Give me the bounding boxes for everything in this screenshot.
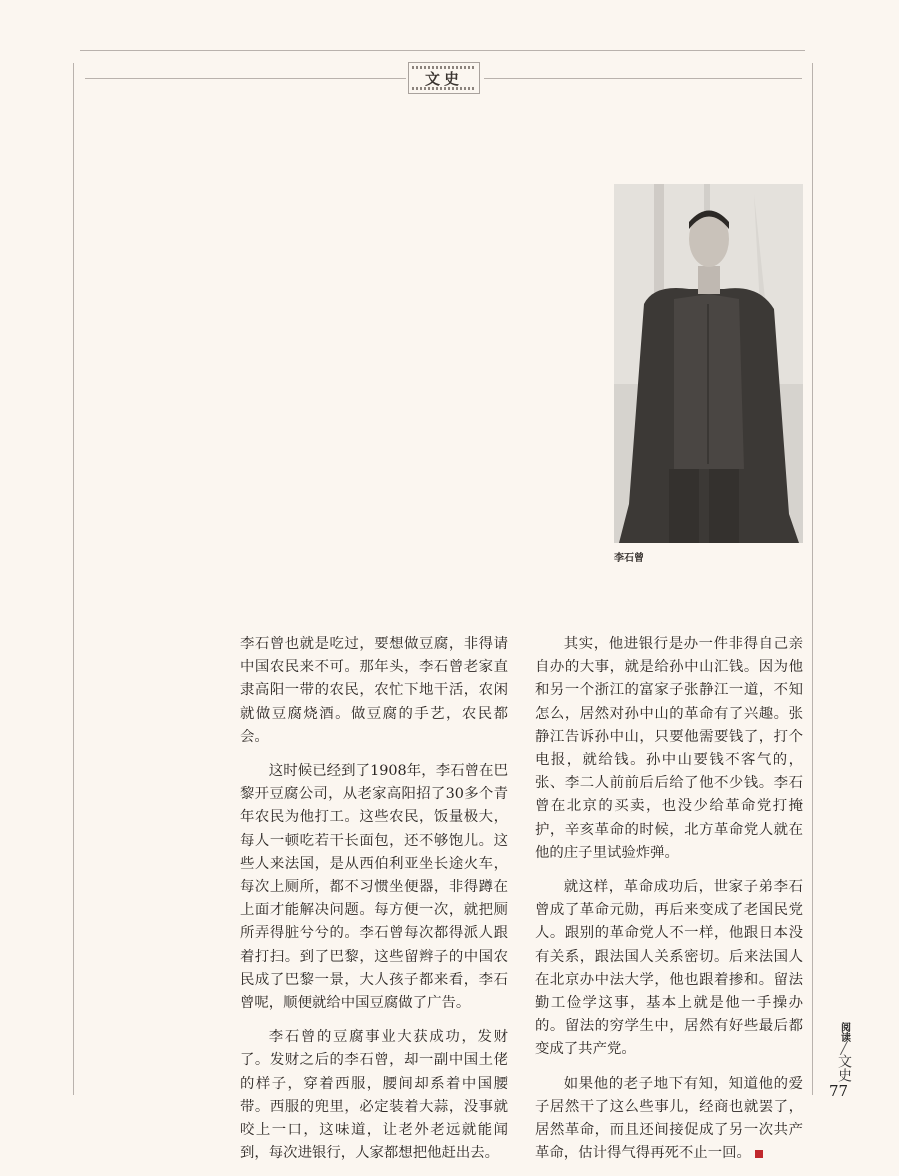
photo-caption: 李石曾 (614, 553, 644, 564)
paragraph: 就这样，革命成功后，世家子弟李石曾成了革命元勋，再后来变成了老国民党人。跟别的革命党人不一样，他跟日本没有关系，跟法国人关系密切。后来法国人在北京办中法大学，他也跟着掺和。留法勤工俭学这事，基本上就是他一手操办的。留法的穷学生中，居然有好些最后都变成了共产党。 (535, 879, 803, 1058)
portrait-illustration (614, 184, 803, 543)
article-column-left (240, 633, 508, 1176)
paragraph-text: 如果他的老子地下有知，知道他的爱子居然干了这么些事儿，经商也就罢了，居然革命，而且还间接促成了另一次共产革命，估计得气得再死不止一回。 (535, 1075, 803, 1162)
article-column-right (535, 633, 803, 1176)
section-badge (408, 62, 480, 94)
end-mark-icon (755, 1150, 763, 1158)
header-line-left (85, 78, 406, 79)
section-label: 文史 (424, 69, 463, 88)
last-paragraph (535, 1073, 803, 1166)
page-number: 77 (829, 1082, 849, 1100)
paragraph: 其实，他进银行是办一件非得自己亲自办的大事，就是给孙中山汇钱。因为他和另一个浙江的富家子张静江一道，不知怎么，居然对孙中山的革命有了兴趣。张静江告诉孙中山，只要他需要钱了，打个电报，就给钱。孙中山要钱不客气的，张、李二人前前后后给了他不少钱。李石曾在北京的买卖，也没少给革命党打掩护，辛亥革命的时候，北方革命党人就在他的庄子里试验炸弹。 (535, 636, 803, 861)
right-margin-rule (812, 63, 813, 1095)
magazine-brand (835, 1022, 853, 1082)
left-margin-rule (73, 63, 74, 1095)
brand-divider-icon: ╱ (840, 1041, 848, 1055)
paragraph: 李石曾的豆腐事业大获成功，发财了。发财之后的李石曾，却一副中国土佬的样子，穿着西服，腰间却系着中国腰带。西服的兜里，必定装着大蒜，没事就咬上一口，这味道，让老外老远就能闻到，每次进银行，人家都想把他赶出去。 (240, 1029, 508, 1162)
header-line-right (484, 78, 802, 79)
paragraph: 这时候已经到了1908年，李石曾在巴黎开豆腐公司，从老家高阳招了30多个青年农民为他打工。这些农民，饭量极大，每人一顿吃若干长面包，还不够饱儿。这些人来法国，是从西伯利亚坐长途火车，每次上厕所，都不习惯坐便器，非得蹲在上面才能解决问题。每方便一次，就把厕所弄得脏兮兮的。李石曾每次都得派人跟着打扫。到了巴黎，这些留辫子的中国农民成了巴黎一景，大人孩子都来看，李石曾呢，顺便就给中国豆腐做了广告。 (240, 763, 508, 1012)
brand-big-text: 文史 (836, 1054, 852, 1082)
brand-small-text: 阅读 (838, 1022, 850, 1042)
paragraph: 李石曾也就是吃过，要想做豆腐，非得请中国农民来不可。那年头，李石曾老家直隶高阳一带的农民，农忙下地干活，农闲就做豆腐烧酒。做豆腐的手艺，农民都会。 (240, 636, 508, 745)
portrait-photo (614, 184, 803, 543)
top-rule (80, 50, 805, 51)
